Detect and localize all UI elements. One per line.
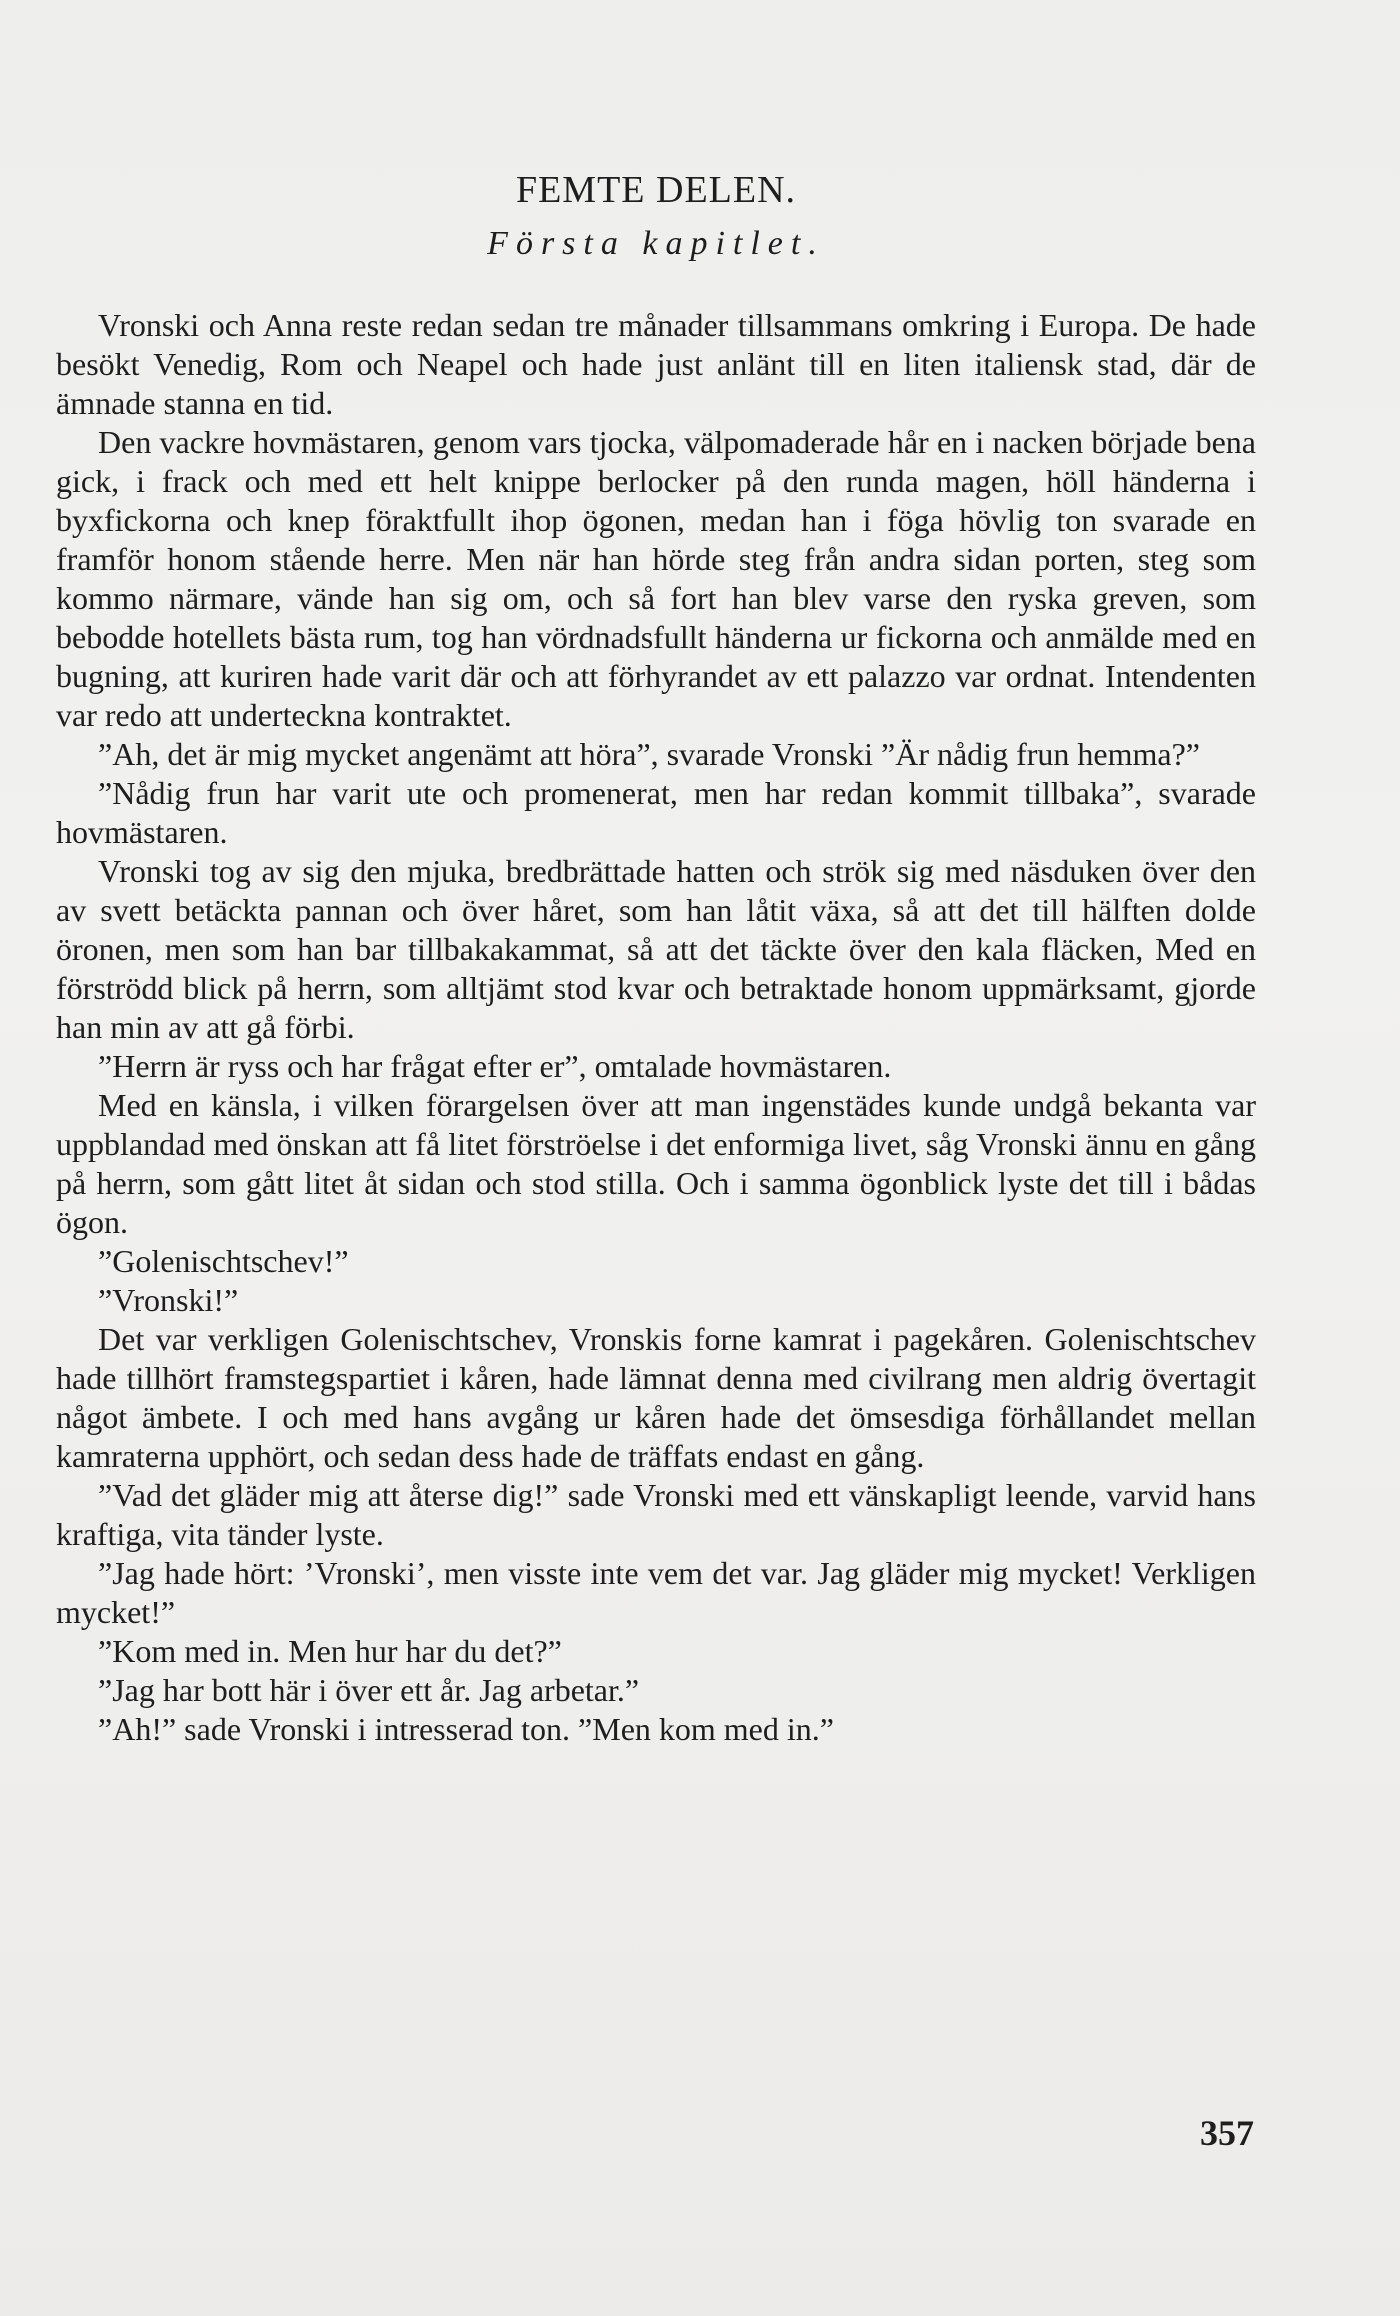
paragraph: ”Ah, det är mig mycket angenämt att höra”, svarade Vronski ”Är nådig frun hemma?”: [98, 736, 1200, 772]
paragraph: Med en känsla, i vilken förargelsen över att man ingenstädes kunde undgå bekanta var uppblandad med önskan att få litet förströelse i det enformiga livet, såg Vronski ännu en gång på herrn, som gått litet åt sidan och stod stilla. Och i samma ögonblick lyste det till i bådas ögon.: [56, 1087, 1256, 1240]
paragraph: ”Vad det gläder mig att återse dig!” sade Vronski med ett vänskapligt leende, varvid hans kraftiga, vita tänder lyste.: [56, 1477, 1256, 1552]
paragraph: Det var verkligen Golenischtschev, Vronskis forne kamrat i pagekåren. Golenischtschev hade tillhört framstegspartiet i kåren, hade lämnat denna med civilrang men aldrig övertagit något ämbete. I och med hans avgång ur kåren hade det ömsesdiga förhållandet mellan kamraterna upphört, och sedan dess hade de träffats endast en gång.: [56, 1321, 1256, 1474]
paragraph: Den vackre hovmästaren, genom vars tjocka, välpomaderade hår en i nacken började bena gick, i frack och med ett helt knippe berlocker på den runda magen, höll händerna i byxfickorna och knep föraktfullt ihop ögonen, medan han i föga hövlig ton svarade en framför honom stående herre. Men när han hörde steg från andra sidan porten, steg som kommo närmare, vände han sig om, och så fort han blev varse den ryska greven, som bebodde hotellets bästa rum, tog han vördnadsfullt händerna ur fickorna och anmälde med en bugning, att kuriren hade varit där och att förhyrandet av ett palazzo var ordnat. Intendenten var redo att underteckna kontraktet.: [56, 424, 1256, 733]
page-number: 357: [1200, 2113, 1254, 2153]
paragraph: Vronski tog av sig den mjuka, bredbrättade hatten och strök sig med näsduken över den av svett betäckta pannan och över håret, som han låtit växa, så att det till hälften dolde öronen, men som han bar tillbakakammat, så att det täckte över den kala fläcken, Med en förströdd blick på herrn, som alltjämt stod kvar och betraktade honom uppmärksamt, gjorde han min av att gå förbi.: [56, 853, 1256, 1045]
paragraph: ”Herrn är ryss och har frågat efter er”, omtalade hovmästaren.: [98, 1048, 892, 1084]
part-title: FEMTE DELEN.: [515, 169, 797, 211]
paragraph: ”Jag hade hört: ’Vronski’, men visste inte vem det var. Jag gläder mig mycket! Verkligen mycket!”: [56, 1555, 1256, 1630]
paragraph: ”Golenischtschev!”: [98, 1243, 349, 1279]
paragraph: Vronski och Anna reste redan sedan tre månader tillsammans omkring i Europa. De hade besökt Venedig, Rom och Neapel och hade just anlänt till en liten italiensk stad, där de ämnade stanna en tid.: [56, 307, 1256, 421]
paragraph: ”Jag har bott här i över ett år. Jag arbetar.”: [98, 1672, 640, 1708]
paragraph: ”Kom med in. Men hur har du det?”: [98, 1633, 562, 1669]
chapter-title: Första kapitlet.: [487, 225, 825, 262]
paragraph: ”Ah!” sade Vronski i intresserad ton. ”Men kom med in.”: [98, 1711, 834, 1747]
body-text: [56, 306, 1256, 1749]
book-page: [56, 168, 1256, 1749]
paragraph: ”Vronski!”: [98, 1282, 239, 1318]
paragraph: ”Nådig frun har varit ute och promenerat, men har redan kommit tillbaka”, svarade hovmästaren.: [56, 775, 1256, 850]
